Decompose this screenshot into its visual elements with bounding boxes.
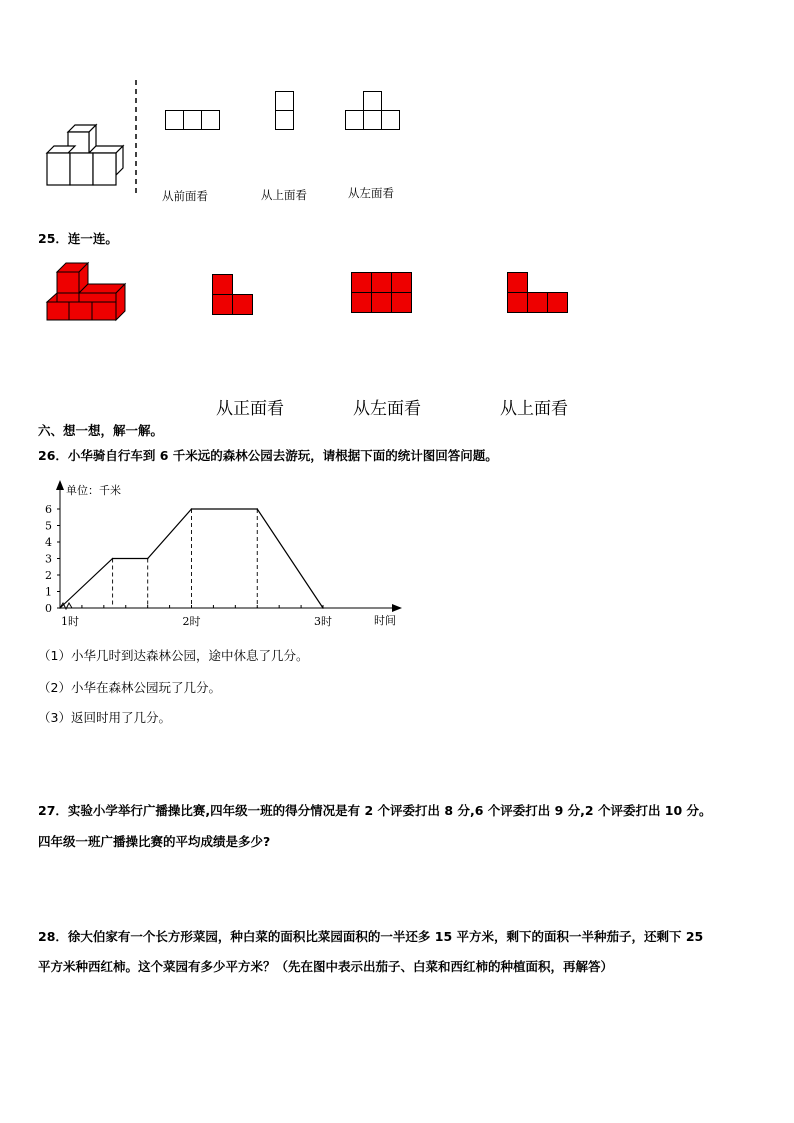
view-label-top: 从上面看 <box>261 188 307 202</box>
y-tick-label: 6 <box>45 503 52 516</box>
question-26-sub-3: （3）返回时用了几分。 <box>38 710 171 725</box>
question-26-title: 26．小华骑自行车到 6 千米远的森林公园去游玩，请根据下面的统计图回答问题。 <box>38 448 498 463</box>
y-tick-label: 3 <box>45 552 52 566</box>
chart-x-axis-label: 时间 <box>374 614 396 627</box>
question-27-line-1: 27．实验小学举行广播操比赛,四年级一班的得分情况是有 2 个评委打出 8 分,6 个评委打出 9 分,2 个评委打出 10 分。 <box>38 803 712 818</box>
y-tick-label: 5 <box>45 519 52 533</box>
y-tick-label: 1 <box>45 585 52 599</box>
question-28-line-2: 平方米种西红柿。这个菜园有多少平方米？（先在图中表示出茄子、白菜和西红柿的种植面积，再解答） <box>38 959 614 974</box>
cube-stack-figure <box>40 125 135 195</box>
question-27-line-2: 四年级一班广播操比赛的平均成绩是多少? <box>38 834 271 849</box>
y-tick-label: 2 <box>45 569 52 582</box>
dashed-divider <box>134 80 138 195</box>
view-label-top-q25: 从上面看 <box>500 399 568 419</box>
red-cube-stack <box>44 263 128 323</box>
view-label-left-q25: 从左面看 <box>353 399 421 419</box>
red-view-long-l <box>507 272 569 314</box>
question-28-line-1: 28．徐大伯家有一个长方形菜园，种白菜的面积比菜园面积的一半还多 15 平方米，剩下的面积一半种茄子，还剩下 25 <box>38 929 704 944</box>
x-tick-label: 1时 <box>61 615 79 628</box>
left-view-grid <box>345 91 405 131</box>
x-tick-label: 2时 <box>182 615 201 628</box>
view-label-front-q25: 从正面看 <box>216 399 284 419</box>
chart-unit-label: 单位：千米 <box>66 484 121 497</box>
y-tick-label: 4 <box>45 536 52 549</box>
y-tick-label: 0 <box>45 602 52 615</box>
red-view-l-shape <box>212 274 256 316</box>
question-26-sub-2: （2）小华在森林公园玩了几分。 <box>38 680 221 695</box>
front-view-grid <box>165 110 223 132</box>
red-view-rectangle <box>351 272 413 315</box>
view-label-left: 从左面看 <box>348 186 394 200</box>
view-label-front: 从前面看 <box>162 189 208 203</box>
question-26-sub-1: （1）小华几时到达森林公园，途中休息了几分。 <box>38 648 309 663</box>
x-tick-label: 3时 <box>314 615 332 628</box>
question-25-title: 25．连一连。 <box>38 231 118 246</box>
distance-time-chart <box>30 478 410 633</box>
section-6-title: 六、想一想，解一解。 <box>38 423 164 438</box>
top-view-grid <box>275 91 297 131</box>
